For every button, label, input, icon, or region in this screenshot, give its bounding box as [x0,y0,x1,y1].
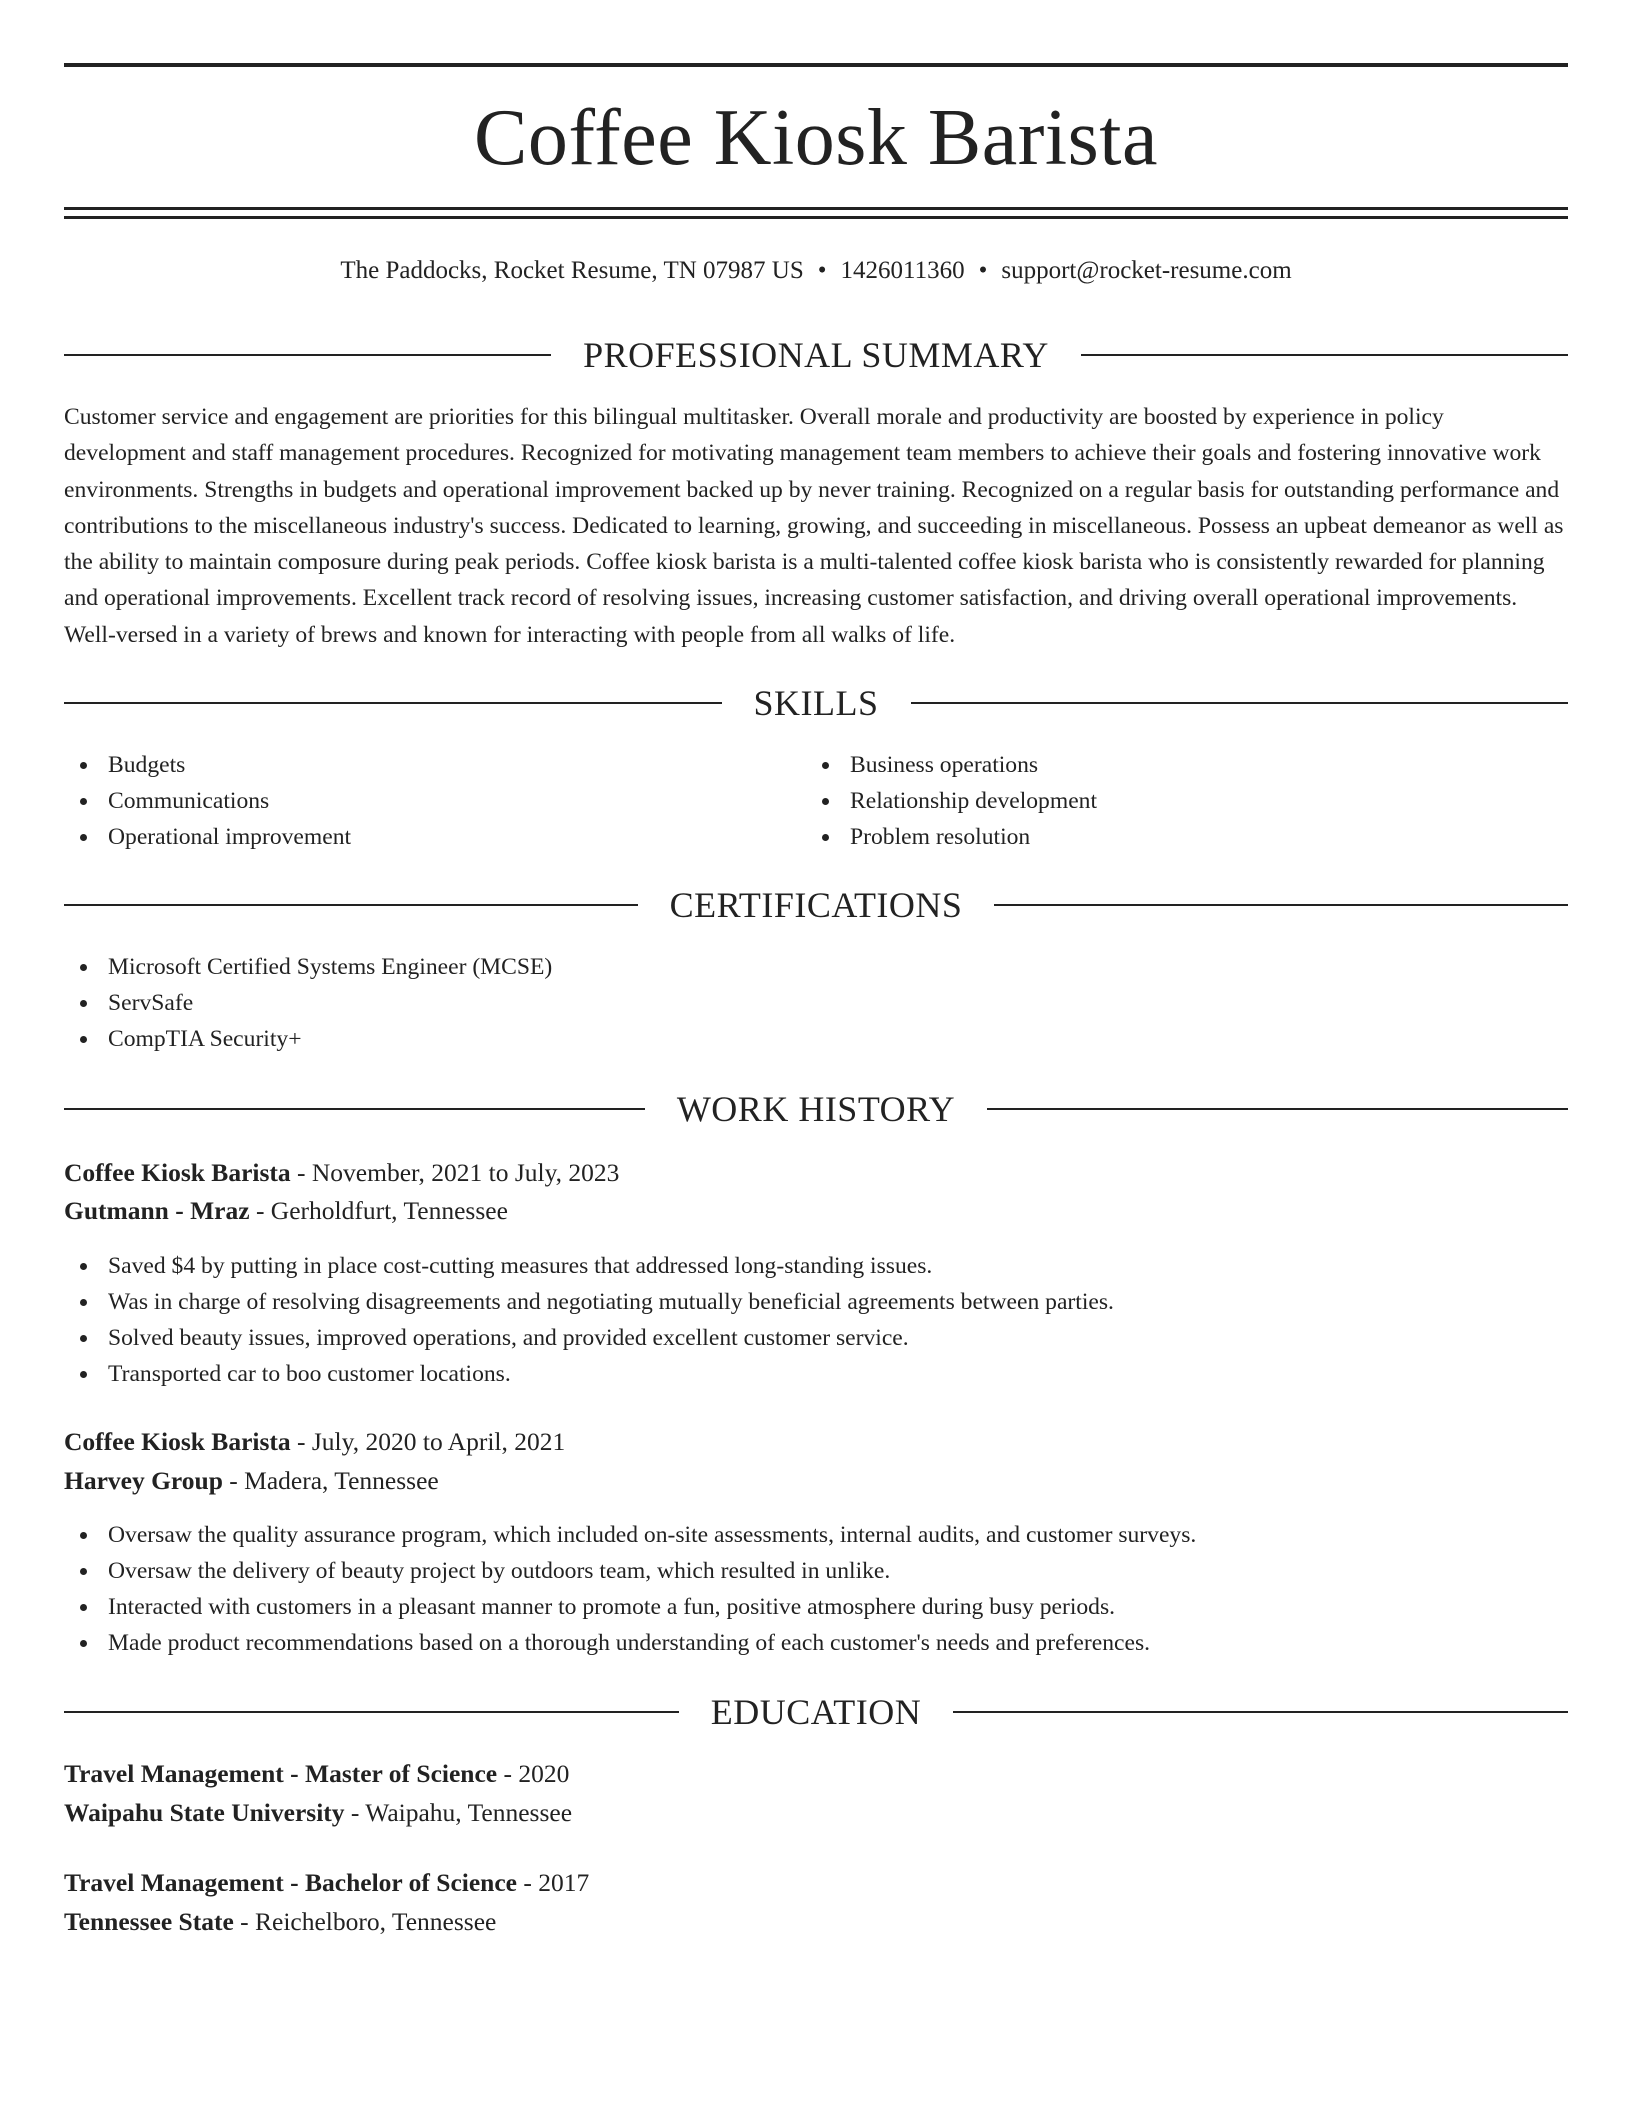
job-bullet: Interacted with customers in a pleasant manner to promote a fun, positive atmosphere during busy periods. [64,1589,1568,1625]
section-title: PROFESSIONAL SUMMARY [583,335,1049,375]
certifications-list [64,949,1568,1057]
contact-email: support@rocket-resume.com [1001,257,1292,284]
heading-rule [64,904,638,906]
education-degree: Travel Management - Bachelor of Science [64,1868,517,1897]
contact-separator: • [817,257,827,284]
resume-title: Coffee Kiosk Barista [474,94,1158,182]
job-company-line [64,1463,439,1499]
job-title: Coffee Kiosk Barista [64,1427,291,1456]
section-title: EDUCATION [710,1692,922,1732]
heading-rule [994,904,1568,906]
header-double-rule [64,207,1568,219]
education-school-line [64,1904,496,1940]
job-bullet: Solved beauty issues, improved operations, and provided excellent customer service. [64,1320,1568,1356]
job-bullet: Was in charge of resolving disagreements and negotiating mutually beneficial agreements between parties. [64,1284,1568,1320]
contact-separator: • [978,257,988,284]
job-title-line [64,1155,619,1191]
heading-rule [1081,354,1568,356]
job-company: Harvey Group [64,1466,223,1495]
education-degree: Travel Management - Master of Science [64,1759,498,1788]
education-location: - Waipahu, Tennessee [344,1798,573,1827]
job-bullet: Oversaw the delivery of beauty project by outdoors team, which resulted in unlike. [64,1553,1568,1589]
summary-heading [64,330,1568,380]
skills-list-right [806,747,1506,855]
work-history-heading [64,1084,1568,1134]
education-location: - Reichelboro, Tennessee [233,1907,497,1936]
skill-item: Communications [64,783,764,819]
job-bullets [64,1517,1568,1661]
job-bullet: Saved $4 by putting in place cost-cutting measures that addressed long-standing issues. [64,1248,1568,1284]
job-company-line [64,1193,508,1229]
job-location: - Madera, Tennessee [222,1466,439,1495]
skills-heading [64,678,1568,728]
contact-line [64,254,1568,288]
skills-list-left [64,747,764,855]
job-bullet: Transported car to boo customer locations. [64,1356,1568,1392]
job-location: - Gerholdfurt, Tennessee [249,1196,508,1225]
job-company: Gutmann - Mraz [64,1196,250,1225]
job-dates: - July, 2020 to April, 2021 [290,1427,566,1456]
skill-item: Operational improvement [64,819,764,855]
skill-item: Problem resolution [806,819,1506,855]
skill-item: Relationship development [806,783,1506,819]
job-bullet: Made product recommendations based on a thorough understanding of each customer's needs and preferences. [64,1625,1568,1661]
education-school: Waipahu State University [64,1798,345,1827]
header-top-rule [64,63,1568,67]
summary-text: Customer service and engagement are priorities for this bilingual multitasker. Overall morale and productivity are boosted by experience in policy development and staff management procedures. Recognized for motivating management team members to achieve their goals and fostering innovative work environments. Strengths in budgets and operational improvement backed up by never training. Recognized on a regular basis for outstanding performance and contributions to the miscellaneous industry's success. Dedicated to learning, growing, and succeeding in miscellaneous. Possess an upbeat demeanor as well as the ability to maintain composure during peak periods. Coffee kiosk barista is a multi-talented coffee kiosk barista who is consistently rewarded for planning and operational improvements. Excellent track record of resolving issues, increasing customer satisfaction, and driving overall operational improvements. Well-versed in a variety of brews and known for interacting with people from all walks of life. [64,404,1564,648]
heading-rule [953,1711,1568,1713]
education-school: Tennessee State [64,1907,234,1936]
education-degree-line [64,1756,569,1792]
job-bullets [64,1248,1568,1392]
certification-item: Microsoft Certified Systems Engineer (MCSE) [64,949,1568,985]
contact-address: The Paddocks, Rocket Resume, TN 07987 US [340,257,804,284]
heading-rule [64,1711,679,1713]
heading-rule [911,702,1569,704]
section-title: CERTIFICATIONS [669,885,963,925]
section-title: SKILLS [753,683,879,723]
certifications-heading [64,880,1568,930]
job-dates: - November, 2021 to July, 2023 [290,1158,620,1187]
skill-item: Business operations [806,747,1506,783]
heading-rule [64,1108,645,1110]
certification-item: ServSafe [64,985,1568,1021]
section-title: WORK HISTORY [676,1089,956,1129]
heading-rule [987,1108,1568,1110]
education-year: - 2017 [517,1868,590,1897]
education-heading [64,1687,1568,1737]
education-school-line [64,1795,572,1831]
skill-item: Budgets [64,747,764,783]
education-year: - 2020 [497,1759,570,1788]
job-title-line [64,1424,565,1460]
certification-item: CompTIA Security+ [64,1021,1568,1057]
education-degree-line [64,1865,589,1901]
job-bullet: Oversaw the quality assurance program, which included on-site assessments, internal audits, and customer surveys. [64,1517,1568,1553]
heading-rule [64,702,722,704]
heading-rule [64,354,551,356]
job-title: Coffee Kiosk Barista [64,1158,291,1187]
contact-phone: 1426011360 [840,257,965,284]
